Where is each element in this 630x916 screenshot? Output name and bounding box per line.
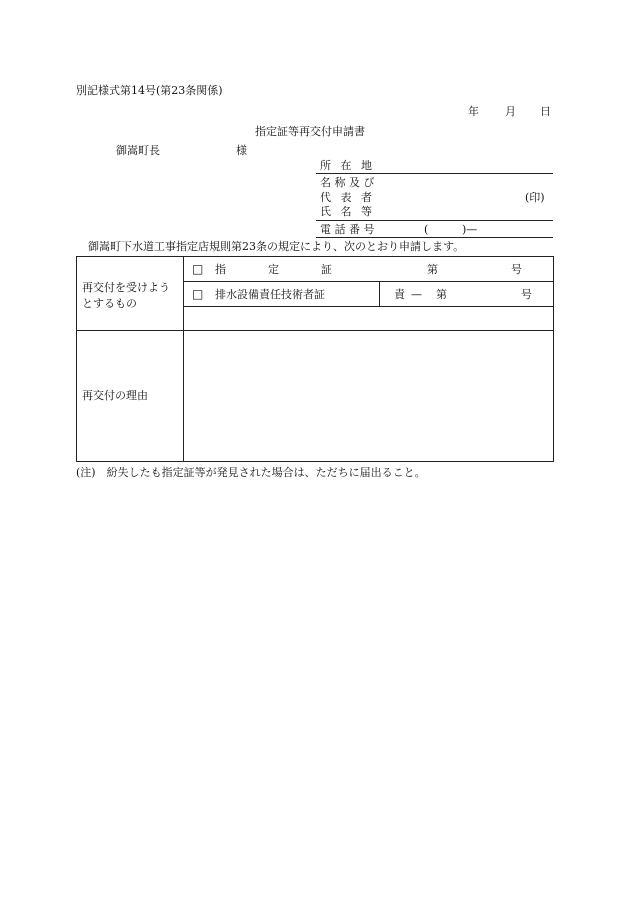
reissue-reason-header: 再交付の理由 <box>82 389 148 402</box>
addressee-honorific: 様 <box>236 144 247 157</box>
phone-underline <box>316 237 553 238</box>
certificate-label-char2: 定 <box>268 263 279 276</box>
phone-paren-close: )— <box>462 223 478 236</box>
name-label-line2: 代 表 者 <box>320 191 375 204</box>
document-title: 指定証等再交付申請書 <box>255 125 365 138</box>
table-divider <box>183 256 184 462</box>
date-day: 日 <box>540 105 551 118</box>
name-label-line1: 名 称 及 び <box>320 176 375 189</box>
option2-underline <box>183 306 554 307</box>
option1-underline <box>183 281 554 282</box>
phone-paren-open: ( <box>424 223 429 236</box>
date-year: 年 <box>468 105 479 118</box>
date-month: 月 <box>505 105 516 118</box>
technician-number-seki: 責 <box>394 288 405 301</box>
reissue-reason-field[interactable] <box>185 332 552 460</box>
certificate-label-char1: 指 <box>215 263 226 276</box>
phone-label: 電 話 番 号 <box>320 223 375 236</box>
certificate-label-char3: 証 <box>321 263 332 276</box>
reissue-target-header-text: 再交付を受けようとするもの <box>82 281 170 310</box>
footnote: (注) 紛失したも指定証等が発見された場合は、ただちに届出ること。 <box>76 466 426 479</box>
name-underline <box>316 220 553 221</box>
technician-number-go: 号 <box>521 288 532 301</box>
form-number: 別記様式第14号(第23条関係) <box>76 84 223 97</box>
option2-divider <box>379 281 380 306</box>
name-label-line3: 氏 名 等 <box>320 205 375 218</box>
certificate-checkbox[interactable]: □ <box>192 262 204 276</box>
address-label: 所 在 地 <box>320 159 375 172</box>
application-statement: 御嵩町下水道工事指定店規則第23条の規定により、次のとおり申請します。 <box>88 240 465 253</box>
certificate-number-dai: 第 <box>427 263 438 276</box>
technician-certificate-label: 排水設備責任技術者証 <box>215 288 325 301</box>
table-row-separator <box>76 330 554 331</box>
certificate-number-go: 号 <box>511 263 522 276</box>
technician-number-dai: 第 <box>436 288 447 301</box>
technician-number-dash: — <box>411 288 422 301</box>
address-underline <box>316 173 553 174</box>
addressee-name: 御嵩町長 <box>116 144 160 157</box>
seal-mark: (印) <box>525 191 545 204</box>
technician-checkbox[interactable]: □ <box>192 287 204 301</box>
reissue-target-header <box>82 280 178 312</box>
